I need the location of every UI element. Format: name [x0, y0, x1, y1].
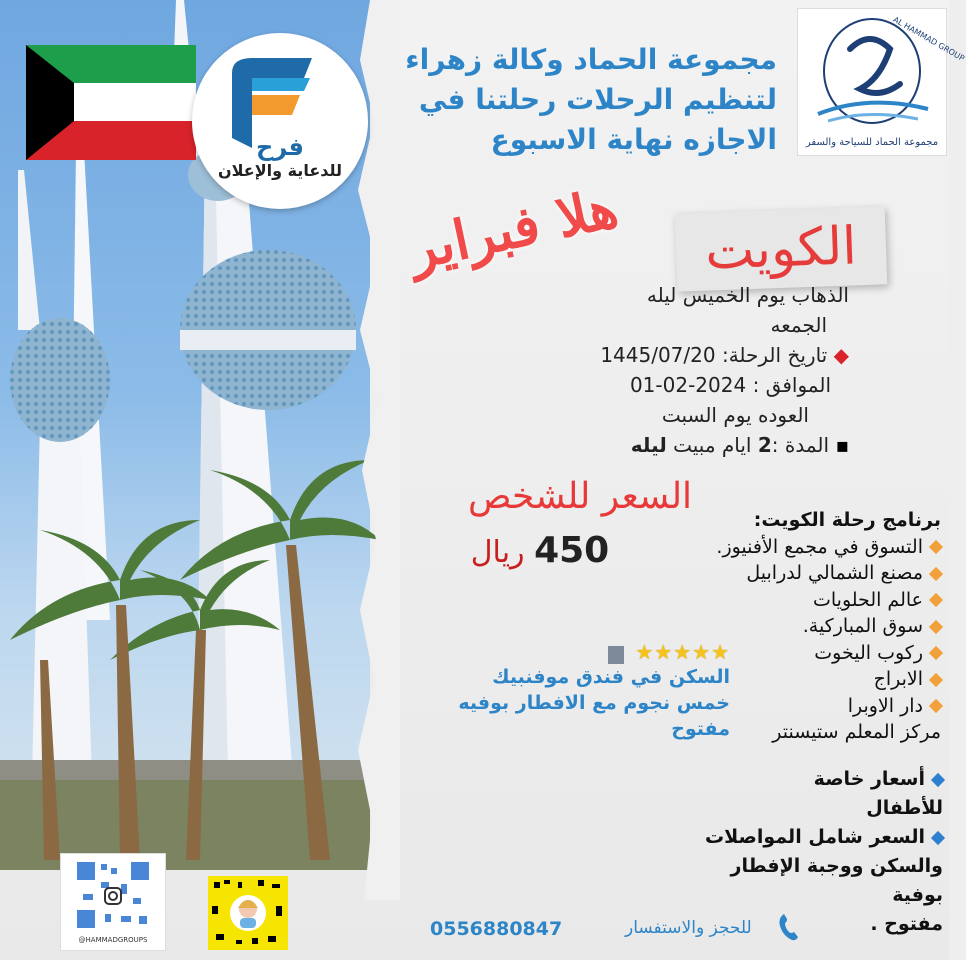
note-inclusive-2: والسكن ووجبة الإفطار بوفية: [730, 855, 943, 906]
kuwait-flag-icon: [26, 45, 196, 160]
orange-diamond-icon: [929, 672, 943, 686]
trip-corresp: [469, 370, 831, 400]
trip-duration-night: ليله: [630, 433, 667, 457]
note-children-2: للأطفال: [866, 797, 943, 819]
hala-february-title: هلا فبراير: [403, 175, 624, 282]
orange-diamond-icon: [929, 619, 943, 633]
farah-logo-subtitle: للدعاية والإعلان: [217, 161, 343, 180]
price-value: [440, 530, 640, 571]
program-item: مركز المعلم ستيسنتر: [772, 721, 941, 743]
note-inclusive-3: مفتوح .: [870, 913, 943, 935]
price-currency: ريال: [470, 535, 525, 570]
contact-label: للحجز والاستفسار: [625, 918, 752, 938]
orange-diamond-icon: [929, 566, 943, 580]
hotel-line-2: خمس نجوم مع الافطار بوفيه: [458, 692, 730, 714]
hammad-bottom-text: مجموعة الحماد للسياحة والسفر: [805, 137, 939, 148]
trip-info: [469, 280, 849, 460]
list-item: [671, 534, 941, 561]
orange-diamond-icon: [929, 646, 943, 660]
trip-duration: ▪ المدة :2 ايام مبيت ليله: [630, 433, 849, 457]
orange-diamond-icon: [929, 699, 943, 713]
farah-logo: [192, 33, 368, 209]
hotel-rating: [440, 640, 730, 664]
program-item: الابراج: [873, 668, 923, 690]
trip-depart-day: الجمعه: [770, 313, 827, 337]
hotel-building-icon: [608, 646, 624, 664]
hotel-info: [440, 640, 730, 742]
phone-number[interactable]: 0556880847: [430, 918, 563, 940]
program-item: عالم الحلويات: [812, 588, 923, 611]
phone-icon: [778, 912, 800, 942]
trip-date-hijri: 1445/07/20: [600, 343, 716, 367]
trip-duration-number: 2: [757, 433, 772, 457]
kuwait-tag: [675, 206, 888, 291]
list-item: [671, 560, 941, 587]
headline-line-2: لتنظيم الرحلات رحلتنا في: [418, 83, 777, 116]
farah-logo-text: فرح: [256, 133, 304, 161]
program-item: دار الاوبرا: [847, 694, 923, 717]
program-item: مصنع الشمالي لدرابيل: [746, 562, 923, 584]
orange-diamond-icon: [929, 593, 943, 607]
program-title: برنامج رحلة الكويت:: [753, 509, 941, 531]
program-item: سوق المباركية.: [802, 615, 923, 637]
list-item: [671, 587, 941, 614]
program-item: ركوب اليخوت: [814, 641, 923, 664]
blue-diamond-icon: [931, 830, 945, 844]
trip-date-greg: 2024-02-01: [629, 373, 747, 397]
trip-return: العوده يوم السبت: [661, 403, 809, 427]
note-text: السعر شامل المواصلات: [705, 826, 925, 848]
hammad-ring-text: AL HAMMAD GROUP: [891, 15, 966, 64]
headline-line-3: الاجازه نهاية الاسبوع: [490, 123, 777, 156]
trip-depart: الذهاب يوم الخميس ليله: [646, 283, 849, 307]
blue-diamond-icon: [931, 772, 945, 786]
hotel-line-3: مفتوح: [671, 718, 730, 740]
kuwait-tag-text: الكويت: [704, 216, 858, 282]
program-item: التسوق في مجمع الأفنيوز.: [716, 535, 923, 558]
note-inclusive: [693, 823, 943, 852]
qr-code-icon: [61, 854, 165, 934]
notes: [693, 765, 943, 939]
trip-date-label: تاريخ الرحلة:: [721, 343, 828, 367]
list-item: [671, 613, 941, 640]
al-hammad-logo: [797, 8, 966, 156]
headline-line-1: مجموعة الحماد وكالة زهراء: [405, 43, 777, 76]
snapchat-code[interactable]: [208, 876, 288, 950]
trip-date: ◆ تاريخ الرحلة: 1445/07/20: [600, 343, 849, 367]
instagram-qr-code[interactable]: [60, 853, 166, 951]
trip-duration-label: المدة :: [771, 433, 830, 457]
star-rating-icon: ★★★★★: [635, 640, 730, 664]
trip-corresp-label: الموافق :: [752, 373, 831, 397]
orange-diamond-icon: [929, 540, 943, 554]
qr-caption: @HAMMADGROUPS: [78, 936, 148, 944]
price-amount: 450: [534, 530, 610, 571]
hotel-line-1: السكن في فندق موفنبيك: [492, 666, 730, 688]
snapchat-qr-icon: [208, 876, 288, 950]
trip-duration-text: ايام مبيت: [673, 433, 752, 457]
note-children: [693, 765, 943, 794]
headline: [347, 40, 777, 160]
note-text: أسعار خاصة: [813, 768, 925, 790]
price-label: السعر للشخص: [467, 476, 693, 517]
